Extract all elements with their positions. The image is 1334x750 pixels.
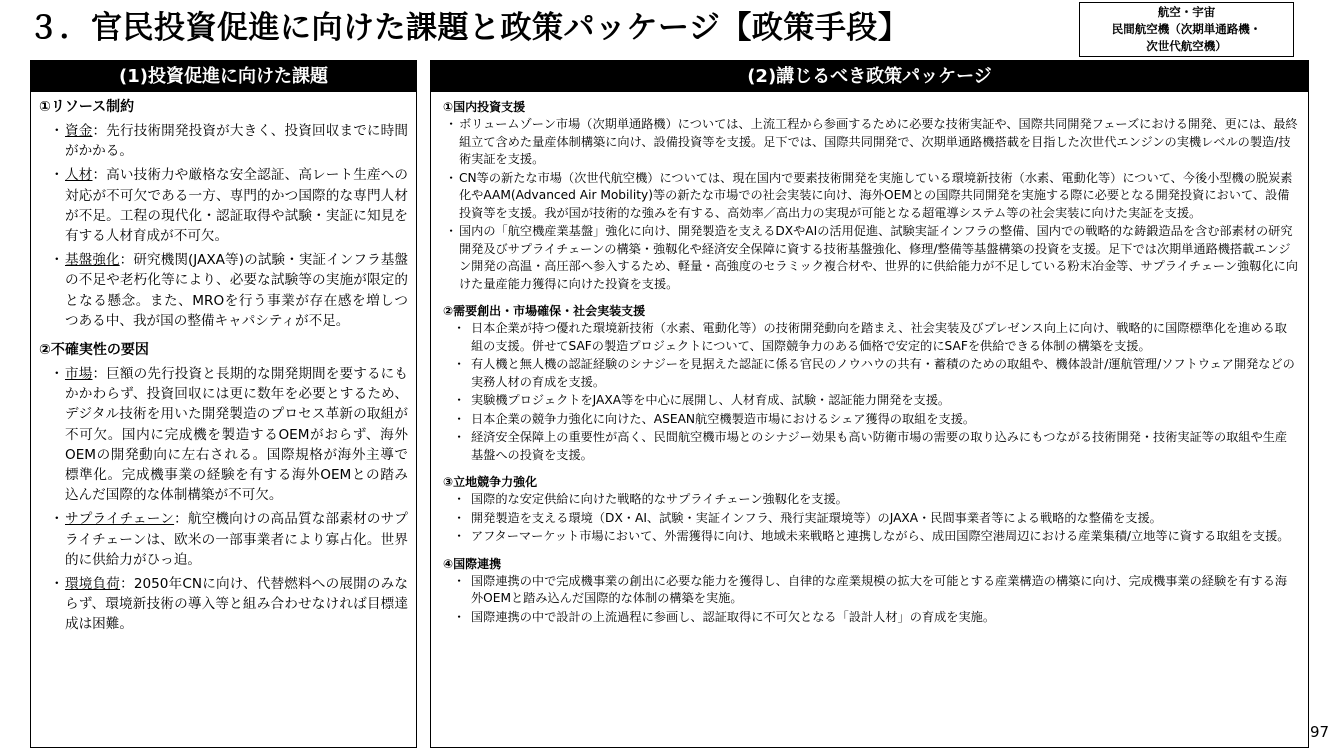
policy-item <box>443 411 1298 429</box>
issue-keyword: 人材 <box>65 167 93 184</box>
issue-item <box>39 165 408 246</box>
policy-item <box>443 223 1298 293</box>
issue-keyword: 資金 <box>65 123 93 139</box>
issue-item <box>39 121 408 161</box>
issues-panel-heading: (1)投資促進に向けた課題 <box>31 61 416 92</box>
section-title: ①リソース制約 <box>39 99 135 115</box>
policy-item <box>443 170 1298 223</box>
bullet: ・ <box>453 430 466 444</box>
policy-item <box>443 116 1298 169</box>
policy-text: 国際連携の中で完成機事業の創出に必要な能力を獲得し、自律的な産業規模の拡大を可能とする産業構造の構築に向け、完成機事業の経験を有する海外OEMと踏み込んだ国際的な体制の構築を実施。 <box>471 573 1288 605</box>
policy-panel-heading: (2)講じるべき政策パッケージ <box>431 61 1308 92</box>
section-title: ②需要創出・市場確保・社会実装支援 <box>443 304 646 318</box>
policy-item <box>443 429 1298 464</box>
bullet: ・ <box>445 117 458 131</box>
bullet: ・ <box>453 357 466 371</box>
category-tag-line: 民間航空機（次期単通路機・ <box>1111 22 1262 36</box>
issue-keyword: サプライチェーン <box>65 511 175 528</box>
bullet: ・ <box>453 573 466 588</box>
section-title: ②不確実性の要因 <box>39 342 149 359</box>
bullet: ・ <box>50 366 64 383</box>
policy-text: 日本企業が持つ優れた環境新技術（水素、電動化等）の技術開発動向を踏まえ、社会実装及びプレゼンス向上に向け、戦略的に国際標準化を進める取組の支援。併せてSAFの製造プロジェクトについて、国際競争力のある価格で安定的にSAFを供給できる体制の構築を支援。 <box>471 321 1287 353</box>
category-tag <box>1079 2 1294 57</box>
section-title: ①国内投資支援 <box>443 100 526 114</box>
bullet: ・ <box>453 609 466 624</box>
category-tag-line: 次世代航空機） <box>1146 39 1227 53</box>
bullet: ・ <box>50 167 64 184</box>
bullet: ・ <box>50 123 64 139</box>
bullet: ・ <box>453 529 466 543</box>
issue-item <box>39 509 408 570</box>
policy-text: CN等の新たな市場（次世代航空機）については、現在国内で要素技術開発を実施している環境新技術（水素、電動化等）について、今後小型機の脱炭素化やAAM(Advanced Air Mobility)等の新たな市場での社会実装に向け、海外OEMとの国際共同開発を実施する際に必要となる開発投資において、設備投資等を支援。我が国が技術的な強みを有する、高効率／高出力の実現が可能となる超電導システム等の社会実装に向けた実証を支援。 <box>459 170 1293 220</box>
policy-text: 国内の「航空機産業基盤」強化に向け、開発製造を支えるDXやAIの活用促進、試験実証インフラの整備、国内での戦略的な鋳鍛造品を含む部素材の研究開発及びサプライチェーンの構築・強靱化や経済安全保障に資する技術基盤強化、修理/整備等基盤構築の投資を支援。足下では次期単通路機搭載エンジン開発の高温・高圧部へ参入するため、軽量・高強度のセラミック複合材や、世界的に供給能力が不足している粉末冶金等、サプライチェーン強靱化に向けた量産能力獲得に向けた投資を支援。 <box>459 224 1298 291</box>
bullet: ・ <box>50 511 64 528</box>
policy-text: 経済安全保障上の重要性が高く、民間航空機市場とのシナジー効果も高い防衛市場の需要の取り込みにもつながる技術開発・技術実証等の取組や生産基盤への投資を支援。 <box>471 430 1288 462</box>
issue-keyword: 市場 <box>65 366 93 383</box>
bullet: ・ <box>50 252 64 269</box>
bullet: ・ <box>453 411 466 426</box>
bullet: ・ <box>445 170 458 185</box>
policy-text: 日本企業の競争力強化に向けた、ASEAN航空機製造市場におけるシェア獲得の取組を支援。 <box>471 411 976 426</box>
issue-text: ：先行技術開発投資が大きく、投資回収までに時間がかかる。 <box>65 123 409 160</box>
issue-text: ：2050年CNに向け、代替燃料への展開のみならず、環境新技術の導入等と組み合わせなければ目標達成は困難。 <box>65 576 409 633</box>
page-title: ３．官民投資促進に向けた課題と政策パッケージ【政策手段】 <box>28 10 910 46</box>
policy-item <box>443 510 1298 528</box>
issue-text: ：巨額の先行投資と長期的な開発期間を要するにもかかわらず、投資回収には更に数年を必要とするため、デジタル技術を用いた開発製造のプロセス革新の取組が不可欠。国内に完成機を製造するOEMがおらず、海外OEMの開発動向に左右される。国際規格が海外主導で標準化。完成機事業の経験を有する海外OEMとの踏み込んだ国際的な体制構築が不可欠。 <box>65 366 409 504</box>
policy-text: 国際的な安定供給に向けた戦略的なサプライチェーン強靱化を支援。 <box>471 492 848 506</box>
bullet: ・ <box>453 321 466 335</box>
policy-text: 実験機プロジェクトをJAXA等を中心に展開し、人材育成、試験・認証能力開発を支援。 <box>471 393 951 407</box>
policy-item <box>443 573 1298 608</box>
policy-item <box>443 491 1298 509</box>
issue-item <box>39 364 408 505</box>
issue-text: ：高い技術力や厳格な安全認証、高レート生産への対応が不可欠である一方、専門的かつ国際的な専門人材が不足。工程の現代化・認証取得や試験・実証に知見を有する人材育成が不可欠。 <box>65 167 409 245</box>
issue-text: ：研究機関(JAXA等)の試験・実証インフラ基盤の不足や老朽化等により、必要な試験等の実施が限定的となる懸念。また、MROを行う事業が存在感を増しつつある中、我が国の整備キャパシティが不足。 <box>65 252 409 329</box>
bullet: ・ <box>453 393 466 407</box>
policy-item <box>443 392 1298 410</box>
issue-keyword: 環境負荷 <box>65 576 121 593</box>
issue-text: ：航空機向けの高品質な部素材のサプライチェーンは、欧米の一部事業者により寡占化。世界的に供給力がひっ迫。 <box>65 511 408 568</box>
policy-text: 有人機と無人機の認証経験のシナジーを見据えた認証に係る官民のノウハウの共有・蓄積のための取組や、機体設計/運航管理/ソフトウェア開発などの実務人材の育成を支援。 <box>471 357 1295 389</box>
issue-item <box>39 250 408 331</box>
category-tag-line: 航空・宇宙 <box>1157 5 1216 19</box>
issues-panel <box>30 60 417 748</box>
policy-panel <box>430 60 1309 748</box>
bullet: ・ <box>453 492 466 506</box>
policy-text: 国際連携の中で設計の上流過程に参画し、認証取得に不可欠となる「設計人材」の育成を実施。 <box>471 609 996 624</box>
policy-text: 開発製造を支える環境（DX・AI、試験・実証インフラ、飛行実証環境等）のJAXA・民間事業者等による戦略的な整備を支援。 <box>471 510 1162 525</box>
issue-item <box>39 574 408 635</box>
section-title: ③立地競争力強化 <box>443 475 538 489</box>
policy-text: ボリュームゾーン市場（次期単通路機）については、上流工程から参画するために必要な技術実証や、国際共同開発フェーズにおける開発、更には、最終組立て含めた量産体制構築に向け、設備投資等を支援。足下では、国際共同開発で、次期単通路機搭載を目指した次世代エンジンの実機レベルの製造/技術実証を支援。 <box>459 117 1298 166</box>
page-number: 97 <box>1310 723 1330 741</box>
bullet: ・ <box>50 576 64 593</box>
policy-text: アフターマーケット市場において、外需獲得に向け、地域未来戦略と連携しながら、成田国際空港周辺における産業集積/立地等に資する取組を支援。 <box>471 529 1290 543</box>
policy-item <box>443 609 1298 627</box>
policy-item <box>443 528 1298 546</box>
section-title: ④国際連携 <box>443 556 502 571</box>
bullet: ・ <box>445 224 458 238</box>
policy-item <box>443 320 1298 355</box>
issue-keyword: 基盤強化 <box>65 252 120 269</box>
policy-item <box>443 356 1298 391</box>
bullet: ・ <box>453 510 466 525</box>
